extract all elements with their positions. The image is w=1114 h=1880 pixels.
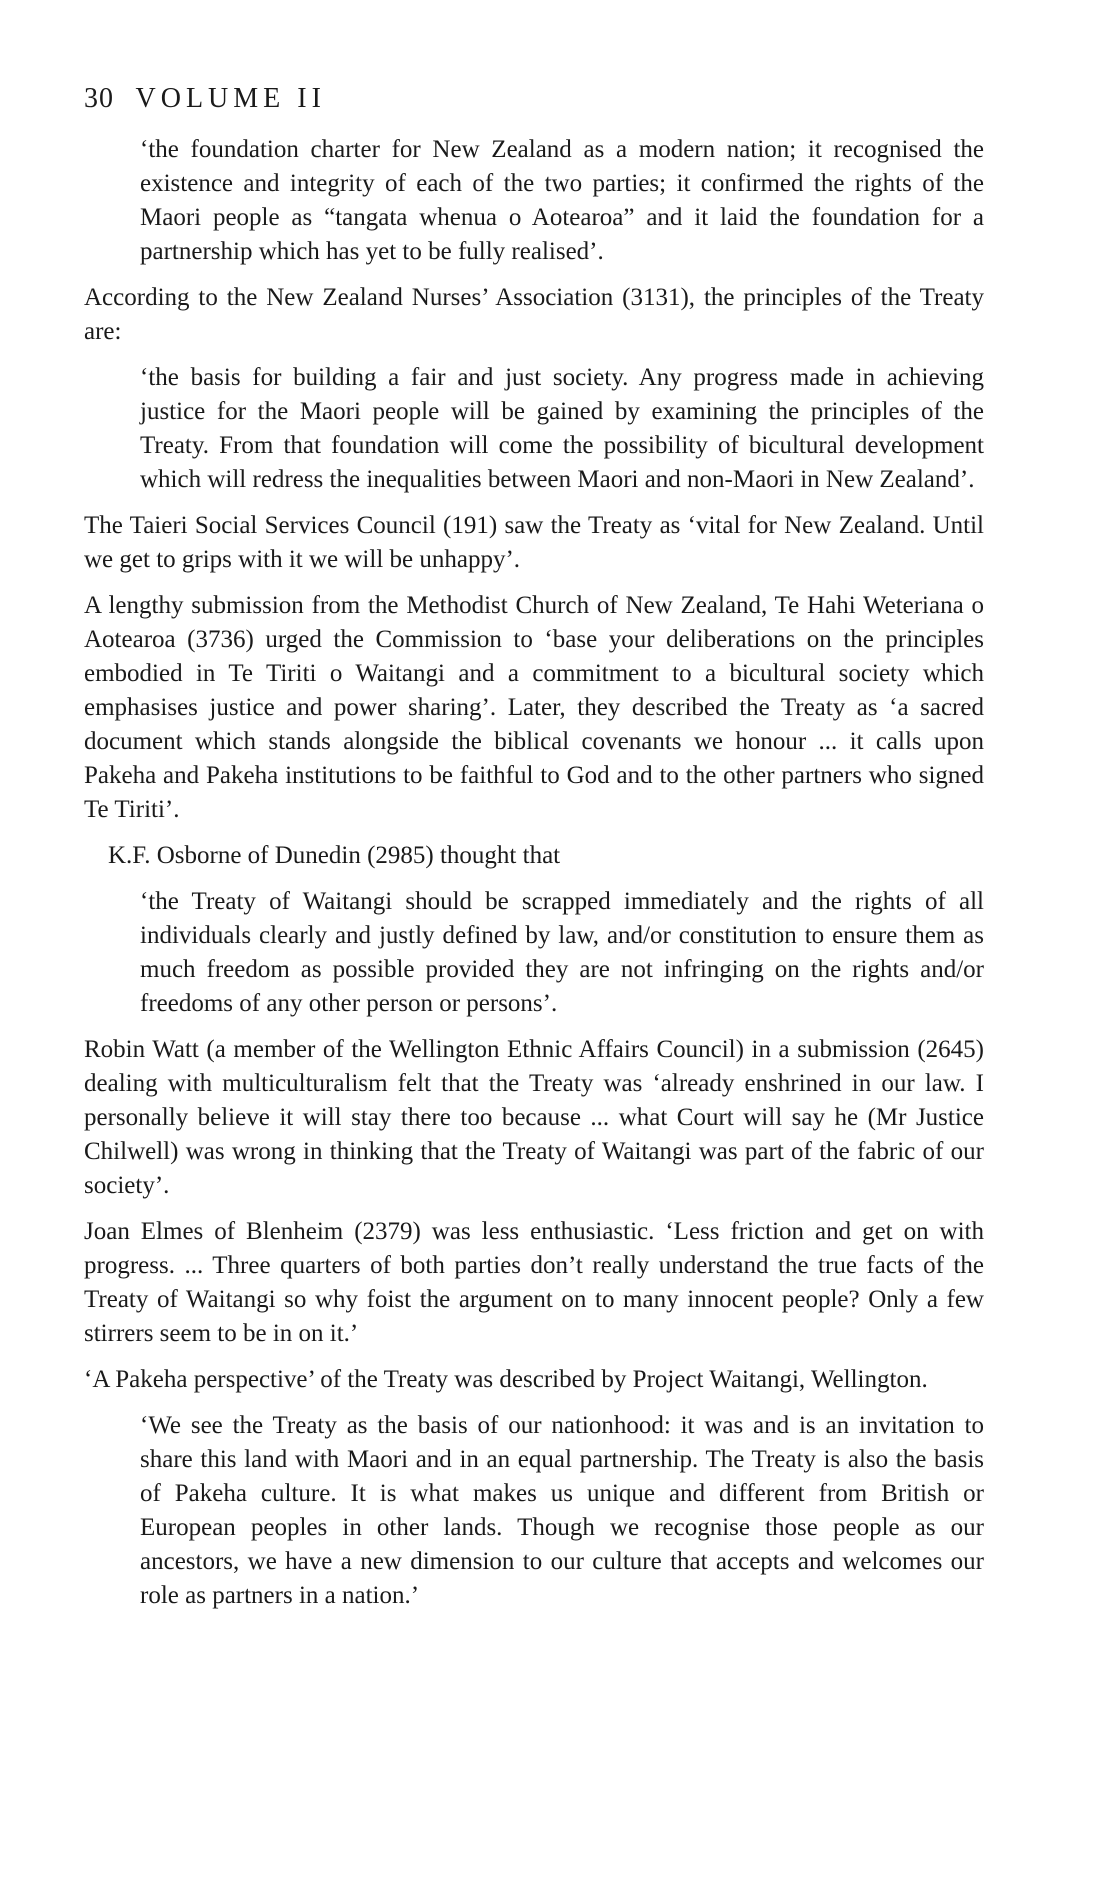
- quote-nurses-association: ‘the basis for building a fair and just society. Any progress made in achieving justice for the Maori people will be gained by examining the principles of the Treaty. From that foundation will come the possibility of bicultural development which will redress the inequalities between Maori and non-Maori in New Zealand’.: [140, 363, 984, 493]
- quote-osborne: ‘the Treaty of Waitangi should be scrapped immediately and the rights of all individuals clearly and justly defined by law, and/or constitution to ensure them as much freedom as possible provided they are not infringing on the rights and/or freedoms of any other person or persons’.: [140, 887, 984, 1017]
- paragraph-methodist-church: A lengthy submission from the Methodist Church of New Zealand, Te Hahi Weteriana o Aotearoa (3736) urged the Commission to ‘base your deliberations on the principles embodied in Te Tiriti o Waitangi and a commitment to a bicultural society which emphasises justice and power sharing’. Later, they described the Treaty as ‘a sacred document which stands alongside the biblical covenants we honour ... it calls upon Pakeha and Pakeha institutions to be faithful to God and to the other partners who signed Te Tiriti’.: [84, 591, 984, 823]
- quote-foundation-charter: ‘the foundation charter for New Zealand as a modern nation; it recognised the existence and integrity of each of the two parties; it confirmed the rights of the Maori people as “tangata whenua o Aotearoa” and it laid the foundation for a partnership which has yet to be fully realised’.: [140, 135, 984, 265]
- running-head: [84, 84, 984, 115]
- volume-title: VOLUME II: [135, 83, 326, 114]
- quote-pakeha-perspective: ‘We see the Treaty as the basis of our nationhood: it was and is an invitation to share this land with Maori and in an equal partnership. The Treaty is also the basis of Pakeha culture. It is what makes us unique and different from British or European peoples in other lands. Though we recognise those people as our ancestors, we have a new dimension to our culture that accepts and welcomes our role as partners in a nation.’: [140, 1411, 984, 1609]
- paragraph-project-waitangi: ‘A Pakeha perspective’ of the Treaty was described by Project Waitangi, Wellington.: [84, 1365, 928, 1393]
- page-number: 30: [84, 83, 114, 114]
- paragraph-taieri-council: The Taieri Social Services Council (191) saw the Treaty as ‘vital for New Zealand. Until we get to grips with it we will be unhappy’.: [84, 511, 984, 573]
- document-page: [84, 84, 984, 1625]
- paragraph-osborne: K.F. Osborne of Dunedin (2985) thought that: [108, 841, 561, 869]
- paragraph-joan-elmes: Joan Elmes of Blenheim (2379) was less enthusiastic. ‘Less friction and get on with progress. ... Three quarters of both parties don’t really understand the true facts of the Treaty of Waitangi so why foist the argument on to many innocent people? Only a few stirrers seem to be in on it.’: [84, 1217, 984, 1347]
- paragraph-nurses-association: According to the New Zealand Nurses’ Association (3131), the principles of the Treaty are:: [84, 283, 984, 345]
- paragraph-robin-watt: Robin Watt (a member of the Wellington Ethnic Affairs Council) in a submission (2645) dealing with multiculturalism felt that the Treaty was ‘already enshrined in our law. I personally believe it will stay there too because ... what Court will say he (Mr Justice Chilwell) was wrong in thinking that the Treaty of Waitangi was part of the fabric of our society’.: [84, 1035, 984, 1199]
